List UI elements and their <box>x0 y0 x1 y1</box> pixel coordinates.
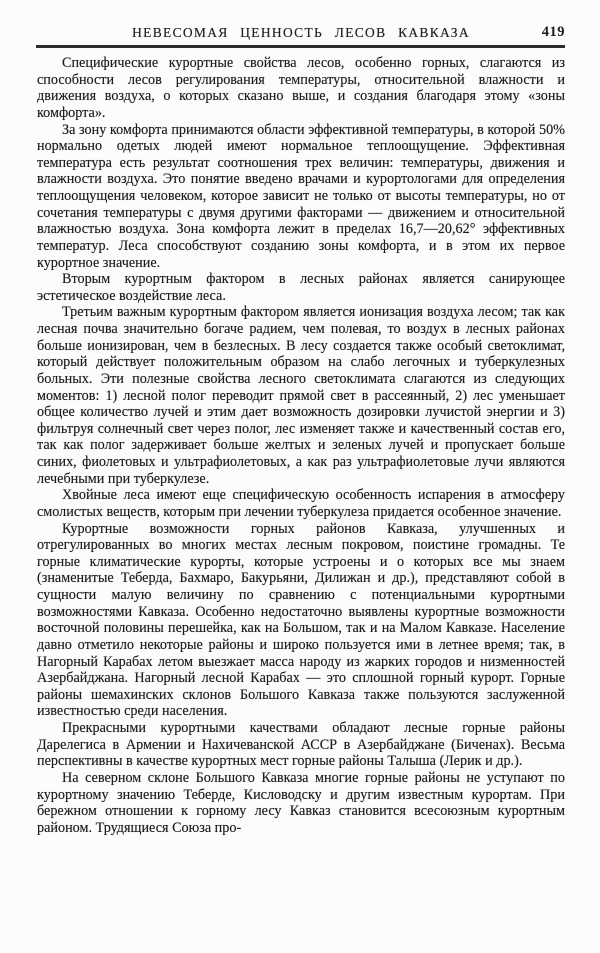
paragraph: Специфические курортные свойства лесов, особенно горных, слагаются из способности лесов регулирования температуры, относительной влажности и движения воздуха, о которых сказано выше, и создания благодаря этому «зоны комфорта». <box>37 55 565 121</box>
page-body <box>37 55 565 836</box>
paragraph: На северном склоне Большого Кавказа многие горные районы не уступают по курортному значению Теберде, Кисловодску и другим известным курортам. При бережном отношении к горному лесу Кавказ становится всесоюзным курортным районом. Трудящиеся Союза про- <box>37 769 565 836</box>
header-rule <box>36 45 565 48</box>
paragraph: Прекрасными курортными качествами обладают лесные горные районы Дарелегиса в Армении и Нахичеванской АССР в Азербайджане (Биченах). Весьма перспективны в качестве курортных мест горные районы Талыша (Лерик и др.). <box>37 720 565 770</box>
page-number: 419 <box>541 24 565 40</box>
running-head-title: НЕВЕСОМАЯ ЦЕННОСТЬ ЛЕСОВ КАВКАЗА <box>132 25 470 40</box>
running-head <box>36 25 566 43</box>
paragraph: Третьим важным курортным фактором является ионизация воздуха лесом; так как лесная почва значительно богаче радием, чем полевая, то воздух в лесных районах больше ионизирован, чем в безлесных. В лесу создается также особый светоклимат, который действует положительным образом на слабо легочных и туберкулезных больных. Эти полезные свойства лесного светоклимата слагаются из следующих моментов: 1) лесной полог переводит прямой свет в рассеянный, 2) лес уменьшает общее количество лучей и этим дает возможность дозировки лучистой энергии и 3) фильтруя солнечный свет через полог, лес изменяет также и качественный состав его, так как полог задерживает больше желтых и зеленых лучей и пропускает больше синих, фиолетовых и ультрафиолетовых, а как раз ультрафиолетовые лучи являются лечебными при туберкулезе. <box>37 304 565 487</box>
paragraph: Вторым курортным фактором в лесных районах является санирующее эстетическое воздействие леса. <box>37 271 565 304</box>
paragraph: За зону комфорта принимаются области эффективной температуры, в которой 50% нормально одетых людей имеют нормальное теплоощущение. Эффективная температура есть результат соотношения трех величин: температуры, движения и влажности воздуха. Это понятие введено врачами и курортологами для определения теплоощущения человеком, которое зависит не только от высоты температуры, но от сочетания температуры с двумя другими факторами — движением и относительной влажностью воздуха. Зона комфорта лежит в пределах 16,7—20,62° эффективных температур. Леса способствуют созданию зоны комфорта, и в этом их первое курортное значение. <box>37 121 565 271</box>
paragraph: Курортные возможности горных районов Кавказа, улучшенных и отрегулированных во многих местах лесным покровом, поистине громадны. Те горные климатические курорты, которые устроены и о которых все мы знаем (знаменитые Теберда, Бахмаро, Бакурьяни, Дилижан и др.), представляют собой в сущности малую величину по сравнению с потенциальными курортными возможностями Кавказа. Особенно недостаточно выявлены курортные возможности восточной половины перешейка, как на Большом, так и на Малом Кавказе. Население давно отметило некоторые районы и широко пользуется ими в летнее время; так, в Нагорный Карабах летом выезжает масса народу из жарких городов и низменностей Азербайджана. Нагорный лесной Карабах — это сплошной горный курорт. Горные районы шемахинских склонов Большого Кавказа также пользуются заслуженной известностью среди населения. <box>37 520 565 720</box>
paragraph: Хвойные леса имеют еще специфическую особенность испарения в атмосферу смолистых веществ, которым при лечении туберкулеза придается особенное значение. <box>37 487 565 520</box>
